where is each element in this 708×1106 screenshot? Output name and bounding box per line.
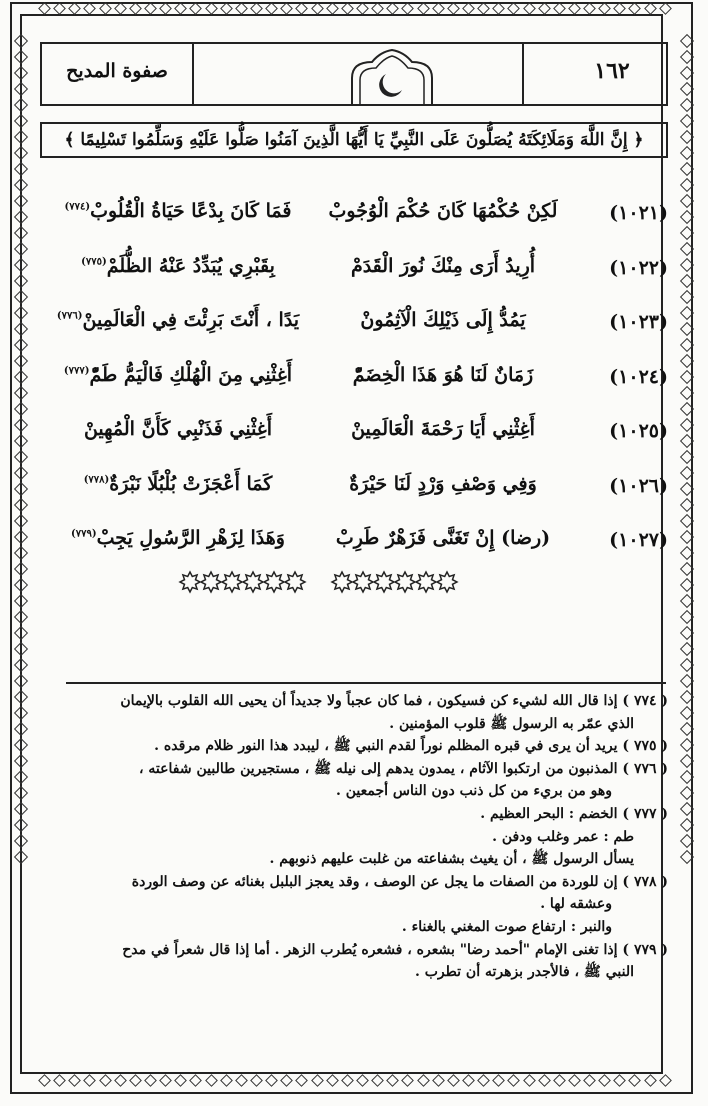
- chain-link-icon: [680, 786, 694, 800]
- chain-link-icon: [680, 546, 694, 560]
- top-chain-ornament: [40, 4, 670, 18]
- chain-link-icon: [386, 2, 399, 15]
- footnote-line: ( ٧٧٨ ) إن للوردة من الصفات ما يجل عن الوصف ، وقد يعجز البلبل بغنائه عن وصف الوردة: [131, 873, 668, 890]
- book-title: صفوة المديح: [66, 60, 168, 82]
- chain-link-icon: [680, 626, 694, 640]
- verse-number: (١٠٢١): [609, 202, 668, 224]
- star-icon: [222, 572, 242, 592]
- first-hemistich: وَفِي وَصْفِ وَرْدٍ لَنَا حَيْرَةٌ: [349, 472, 537, 495]
- chain-link-icon: [114, 2, 127, 15]
- footnote-separator: [66, 682, 666, 684]
- header-divider: [192, 44, 194, 104]
- chain-link-icon: [680, 162, 694, 176]
- chain-link-icon: [598, 1074, 611, 1087]
- chain-link-icon: [680, 370, 694, 384]
- chain-link-icon: [14, 258, 28, 272]
- second-hemistich: [48, 309, 308, 331]
- chain-link-icon: [14, 66, 28, 80]
- hemistich-text: أَغِثْنِي فَذَنْبِي كَأَنَّ الْمُهِينْ: [83, 418, 273, 440]
- chain-link-icon: [386, 1074, 399, 1087]
- first-hemistich: أُرِيدُ أَرَى مِنْكَ نُورَ الْقَدَمْ: [350, 254, 536, 277]
- chain-link-icon: [296, 2, 309, 15]
- hemistich-text: وَهَذَا لِزَهْرِ الرَّسُولِ يَجِبْ: [96, 527, 285, 549]
- footnote-line: وهو من بريء من كل ذنب دون الناس أجمعين .: [335, 783, 612, 800]
- chain-link-icon: [205, 2, 218, 15]
- chain-link-icon: [250, 1074, 263, 1087]
- chain-link-icon: [462, 1074, 475, 1087]
- footnote-line: وعشقه لها .: [540, 896, 612, 913]
- star-icon: [285, 572, 305, 592]
- footnote-line: ( ٧٧٩ ) إذا تغنى الإمام "أحمد رضا" بشعره ، فشعره يُطرب الزهر . أما إذا قال شعراً في مدح: [122, 941, 668, 958]
- chain-link-icon: [174, 2, 187, 15]
- chain-link-icon: [14, 546, 28, 560]
- right-chain-ornament: [680, 30, 694, 1070]
- second-hemistich: [48, 527, 308, 549]
- chain-link-icon: [190, 2, 203, 15]
- chain-link-icon: [680, 498, 694, 512]
- chain-link-icon: [680, 306, 694, 320]
- chain-link-icon: [326, 1074, 339, 1087]
- chain-link-icon: [371, 1074, 384, 1087]
- chain-link-icon: [14, 386, 28, 400]
- second-hemistich: [48, 418, 308, 440]
- chain-link-icon: [568, 1074, 581, 1087]
- chain-link-icon: [644, 1074, 657, 1087]
- star-icon: [416, 572, 436, 592]
- star-icon: [332, 572, 352, 592]
- crescent-icon: [458, 573, 467, 591]
- hemistich-text: فَمَا كَانَ بِدْعًا حَيَاةُ الْقُلُوبْ: [90, 200, 292, 222]
- first-hemistich: يَمُدُّ إِلَى ذَيْلِكَ الْآثِمُونْ: [360, 309, 526, 331]
- footnote-marker: (٧٧٨): [83, 474, 110, 486]
- second-hemistich: [48, 200, 308, 222]
- footnotes: [48, 690, 668, 984]
- chain-link-icon: [680, 210, 694, 224]
- chain-link-icon: [613, 2, 626, 15]
- star-icon: [353, 572, 373, 592]
- crescent-icon: [314, 573, 323, 591]
- chain-link-icon: [99, 1074, 112, 1087]
- chain-link-icon: [280, 2, 293, 15]
- chain-link-icon: [205, 1074, 218, 1087]
- chain-link-icon: [680, 98, 694, 112]
- chain-link-icon: [14, 242, 28, 256]
- verse-number: (١٠٢٣): [609, 311, 668, 333]
- first-hemistich: أَغِثْنِي أَيَا رَحْمَةَ الْعَالَمِينْ: [351, 418, 535, 440]
- chain-link-icon: [680, 66, 694, 80]
- chain-link-icon: [311, 1074, 324, 1087]
- footnote-line: ( ٧٧٦ ) المذنبون من ارتكبوا الآثام ، يمدون يدهم إلى نيله ﷺ ، مستجيرين طالبين شفاعته ،: [139, 760, 668, 777]
- footnote-line: والنبر : ارتفاع صوت المغني بالغناء .: [401, 918, 612, 935]
- chain-link-icon: [14, 818, 28, 832]
- chain-link-icon: [14, 514, 28, 528]
- chain-link-icon: [680, 562, 694, 576]
- page-header: [40, 42, 668, 106]
- chain-link-icon: [568, 2, 581, 15]
- chain-link-icon: [114, 1074, 127, 1087]
- chain-link-icon: [477, 2, 490, 15]
- star-icon: [264, 572, 284, 592]
- chain-link-icon: [523, 1074, 536, 1087]
- footnote-line: ( ٧٧٤ ) إذا قال الله لشيء كن فسيكون ، فما كان عجباً ولا جديداً أن يحيى الله القلوب بالإيمان: [120, 693, 668, 709]
- chain-link-icon: [680, 578, 694, 592]
- chain-link-icon: [553, 2, 566, 15]
- chain-link-icon: [680, 338, 694, 352]
- chain-link-icon: [680, 290, 694, 304]
- chain-link-icon: [14, 226, 28, 240]
- verse-number: (١٠٢٢): [609, 256, 668, 279]
- chain-link-icon: [477, 1074, 490, 1087]
- chain-link-icon: [14, 114, 28, 128]
- chain-link-icon: [14, 306, 28, 320]
- footnote-line: طم : عمر وغلب ودفن .: [492, 828, 634, 845]
- verse-row: [40, 471, 668, 526]
- chain-link-icon: [14, 770, 28, 784]
- verse-row: [40, 307, 668, 362]
- chain-link-icon: [417, 2, 430, 15]
- chain-link-icon: [14, 722, 28, 736]
- chain-link-icon: [14, 610, 28, 624]
- chain-link-icon: [38, 1074, 51, 1087]
- chain-link-icon: [14, 402, 28, 416]
- verse-number: (١٠٢٦): [609, 474, 668, 497]
- chain-link-icon: [680, 658, 694, 672]
- hemistich-text: كَمَا أَعْجَزَتْ بُلْبُلًا نَبْرَةٌ: [109, 472, 273, 495]
- chain-link-icon: [14, 626, 28, 640]
- second-hemistich: [48, 364, 308, 386]
- chain-link-icon: [235, 1074, 248, 1087]
- header-divider: [522, 44, 524, 104]
- chain-link-icon: [14, 482, 28, 496]
- chain-link-icon: [680, 354, 694, 368]
- chain-link-icon: [507, 1074, 520, 1087]
- chain-link-icon: [680, 610, 694, 624]
- chain-link-icon: [190, 1074, 203, 1087]
- chain-link-icon: [680, 178, 694, 192]
- chain-link-icon: [220, 2, 233, 15]
- chain-link-icon: [235, 2, 248, 15]
- chain-link-icon: [14, 850, 28, 864]
- chain-link-icon: [680, 818, 694, 832]
- footnote-line: النبي ﷺ ، فالأجدر بزهرته أن تطرب .: [415, 964, 634, 981]
- hemistich-text: أَغِثْنِي مِنَ الْهُلْكِ فَالْيَمُّ طَمّْ: [89, 363, 293, 386]
- chain-link-icon: [356, 1074, 369, 1087]
- chain-link-icon: [680, 50, 694, 64]
- chain-link-icon: [659, 1074, 672, 1087]
- crescent-icon: [162, 573, 171, 591]
- chain-link-icon: [14, 786, 28, 800]
- verse-row: [40, 416, 668, 471]
- chain-link-icon: [583, 1074, 596, 1087]
- chain-link-icon: [680, 690, 694, 704]
- chain-link-icon: [680, 146, 694, 160]
- hemistich-text: بِقَبْرِي يُبَدِّدُ عَنْهُ الظُّلَمْ: [106, 254, 275, 277]
- chain-link-icon: [341, 1074, 354, 1087]
- poem: [40, 198, 668, 580]
- chain-link-icon: [14, 354, 28, 368]
- chain-link-icon: [507, 2, 520, 15]
- chain-link-icon: [14, 658, 28, 672]
- chain-link-icon: [680, 434, 694, 448]
- chain-link-icon: [680, 194, 694, 208]
- chain-link-icon: [14, 466, 28, 480]
- chain-link-icon: [14, 274, 28, 288]
- chain-link-icon: [159, 1074, 172, 1087]
- verse-number: (١٠٢٥): [609, 420, 668, 442]
- chain-link-icon: [402, 1074, 415, 1087]
- chain-link-icon: [14, 642, 28, 656]
- left-chain-ornament: [14, 30, 28, 1070]
- footnote-marker: (٧٧٥): [81, 256, 107, 268]
- chain-link-icon: [14, 674, 28, 688]
- star-icon: [180, 572, 200, 592]
- chain-link-icon: [99, 2, 112, 15]
- chain-link-icon: [680, 130, 694, 144]
- chain-link-icon: [14, 290, 28, 304]
- chain-link-icon: [14, 530, 28, 544]
- chain-link-icon: [432, 1074, 445, 1087]
- second-hemistich: [48, 473, 308, 495]
- page-number: ١٦٢: [594, 58, 630, 84]
- verse-row: [40, 198, 668, 253]
- star-icon: [374, 572, 394, 592]
- chain-link-icon: [14, 322, 28, 336]
- first-hemistich: (رضا) إِنْ تَغَنَّى فَزَهْرٌ طَرِبْ: [335, 527, 551, 549]
- chain-link-icon: [659, 2, 672, 15]
- footnote-marker: (٧٧٦): [56, 310, 83, 322]
- second-hemistich: [48, 255, 308, 277]
- chain-link-icon: [629, 2, 642, 15]
- chain-link-icon: [680, 258, 694, 272]
- chain-link-icon: [356, 2, 369, 15]
- chain-link-icon: [14, 594, 28, 608]
- chain-link-icon: [220, 1074, 233, 1087]
- chain-link-icon: [680, 82, 694, 96]
- footnote-line: يسأل الرسول ﷺ ، أن يغيث بشفاعته من غلبت عليهم ذنوبهم .: [269, 851, 634, 868]
- chain-link-icon: [84, 1074, 97, 1087]
- chain-link-icon: [680, 802, 694, 816]
- star-icon: [243, 572, 263, 592]
- chain-link-icon: [14, 450, 28, 464]
- chain-link-icon: [14, 82, 28, 96]
- chain-link-icon: [680, 834, 694, 848]
- chain-link-icon: [680, 114, 694, 128]
- chain-link-icon: [14, 146, 28, 160]
- chain-link-icon: [680, 226, 694, 240]
- chain-link-icon: [680, 722, 694, 736]
- chain-link-icon: [14, 754, 28, 768]
- crescent-arch-icon: [342, 48, 442, 106]
- chain-link-icon: [265, 2, 278, 15]
- chain-link-icon: [14, 802, 28, 816]
- chain-link-icon: [553, 1074, 566, 1087]
- first-hemistich: زَمَانٌ لَنَا هُوَ هَذَا الْخِضَمّْ: [352, 363, 534, 386]
- chain-link-icon: [53, 1074, 66, 1087]
- chain-link-icon: [14, 434, 28, 448]
- chain-link-icon: [680, 706, 694, 720]
- chain-link-icon: [129, 2, 142, 15]
- first-hemistich: لَكِنْ حُكْمُهَا كَانَ حُكْمَ الْوُجُوبْ: [328, 200, 558, 222]
- chain-link-icon: [523, 2, 536, 15]
- chain-link-icon: [447, 1074, 460, 1087]
- chain-link-icon: [680, 530, 694, 544]
- chain-link-icon: [280, 1074, 293, 1087]
- chain-link-icon: [84, 2, 97, 15]
- chain-link-icon: [14, 194, 28, 208]
- star-icon: [395, 572, 415, 592]
- chain-link-icon: [14, 834, 28, 848]
- footnote-line: ( ٧٧٧ ) الخضم : البحر العظيم .: [480, 805, 668, 822]
- chain-link-icon: [492, 2, 505, 15]
- chain-link-icon: [680, 34, 694, 48]
- chain-link-icon: [341, 2, 354, 15]
- chain-link-icon: [68, 1074, 81, 1087]
- footnote-marker: (٧٧٩): [71, 528, 97, 540]
- chain-link-icon: [680, 850, 694, 864]
- star-icon: [201, 572, 221, 592]
- chain-link-icon: [462, 2, 475, 15]
- chain-link-icon: [538, 1074, 551, 1087]
- chain-link-icon: [432, 2, 445, 15]
- chain-link-icon: [14, 130, 28, 144]
- footnote-line: الذي عمّر به الرسول ﷺ قلوب المؤمنين .: [389, 715, 634, 732]
- chain-link-icon: [144, 1074, 157, 1087]
- chain-link-icon: [402, 2, 415, 15]
- chain-link-icon: [14, 738, 28, 752]
- verse-row: [40, 253, 668, 308]
- chain-link-icon: [680, 418, 694, 432]
- chain-link-icon: [680, 466, 694, 480]
- chain-link-icon: [265, 1074, 278, 1087]
- chain-link-icon: [644, 2, 657, 15]
- chain-link-icon: [14, 178, 28, 192]
- chain-link-icon: [680, 482, 694, 496]
- chain-link-icon: [680, 242, 694, 256]
- chain-link-icon: [680, 642, 694, 656]
- hemistich-text: يَدًا ، أَنْتَ بَرِئْتَ فِي الْعَالَمِينْ: [82, 309, 300, 331]
- chain-link-icon: [371, 2, 384, 15]
- chain-link-icon: [14, 210, 28, 224]
- chain-link-icon: [14, 562, 28, 576]
- chain-link-icon: [296, 1074, 309, 1087]
- chain-link-icon: [680, 450, 694, 464]
- chain-link-icon: [14, 34, 28, 48]
- chain-link-icon: [680, 274, 694, 288]
- chain-link-icon: [613, 1074, 626, 1087]
- quran-verse-banner: ﴿ إِنَّ اللَّهَ وَمَلَائِكَتَهُ يُصَلُّونَ عَلَى النَّبِيِّ يَا أَيُّهَا الَّذِينَ آمَنُوا صَلُّوا عَلَيْهِ وَسَلِّمُوا تَسْلِيمًا ﴾: [40, 122, 668, 158]
- chain-link-icon: [14, 370, 28, 384]
- star-icon: [437, 572, 457, 592]
- chain-link-icon: [38, 2, 51, 15]
- chain-link-icon: [492, 1074, 505, 1087]
- chain-link-icon: [680, 754, 694, 768]
- chain-link-icon: [680, 322, 694, 336]
- chain-link-icon: [53, 2, 66, 15]
- chain-link-icon: [311, 2, 324, 15]
- chain-link-icon: [538, 2, 551, 15]
- footnote-marker: (٧٧٧): [63, 365, 90, 377]
- chain-link-icon: [14, 338, 28, 352]
- chain-link-icon: [68, 2, 81, 15]
- chain-link-icon: [14, 418, 28, 432]
- chain-link-icon: [144, 2, 157, 15]
- chain-link-icon: [629, 1074, 642, 1087]
- chain-link-icon: [680, 770, 694, 784]
- chain-link-icon: [417, 1074, 430, 1087]
- chain-link-icon: [680, 402, 694, 416]
- chain-link-icon: [680, 514, 694, 528]
- chain-link-icon: [583, 2, 596, 15]
- bottom-chain-ornament: [40, 1076, 670, 1090]
- chain-link-icon: [14, 162, 28, 176]
- verse-number: (١٠٢٤): [609, 365, 668, 388]
- chain-link-icon: [14, 498, 28, 512]
- chain-link-icon: [598, 2, 611, 15]
- chain-link-icon: [326, 2, 339, 15]
- chain-link-icon: [174, 1074, 187, 1087]
- chain-link-icon: [14, 50, 28, 64]
- chain-link-icon: [680, 386, 694, 400]
- chain-link-icon: [14, 690, 28, 704]
- footnote-marker: (٧٧٤): [64, 201, 91, 213]
- verse-row: [40, 362, 668, 417]
- chain-link-icon: [159, 2, 172, 15]
- chain-link-icon: [14, 578, 28, 592]
- chain-link-icon: [680, 738, 694, 752]
- chain-link-icon: [250, 2, 263, 15]
- chain-link-icon: [447, 2, 460, 15]
- verse-number: (١٠٢٧): [609, 529, 668, 551]
- footnote-line: ( ٧٧٥ ) يريد أن يرى في قبره المظلم نوراً لقدم النبي ﷺ ، ليبدد هذا النور ظلام مرقده .: [154, 738, 668, 755]
- chain-link-icon: [680, 674, 694, 688]
- chain-link-icon: [129, 1074, 142, 1087]
- chain-link-icon: [680, 594, 694, 608]
- chain-link-icon: [14, 706, 28, 720]
- star-divider-ornament: [160, 570, 470, 594]
- chain-link-icon: [14, 98, 28, 112]
